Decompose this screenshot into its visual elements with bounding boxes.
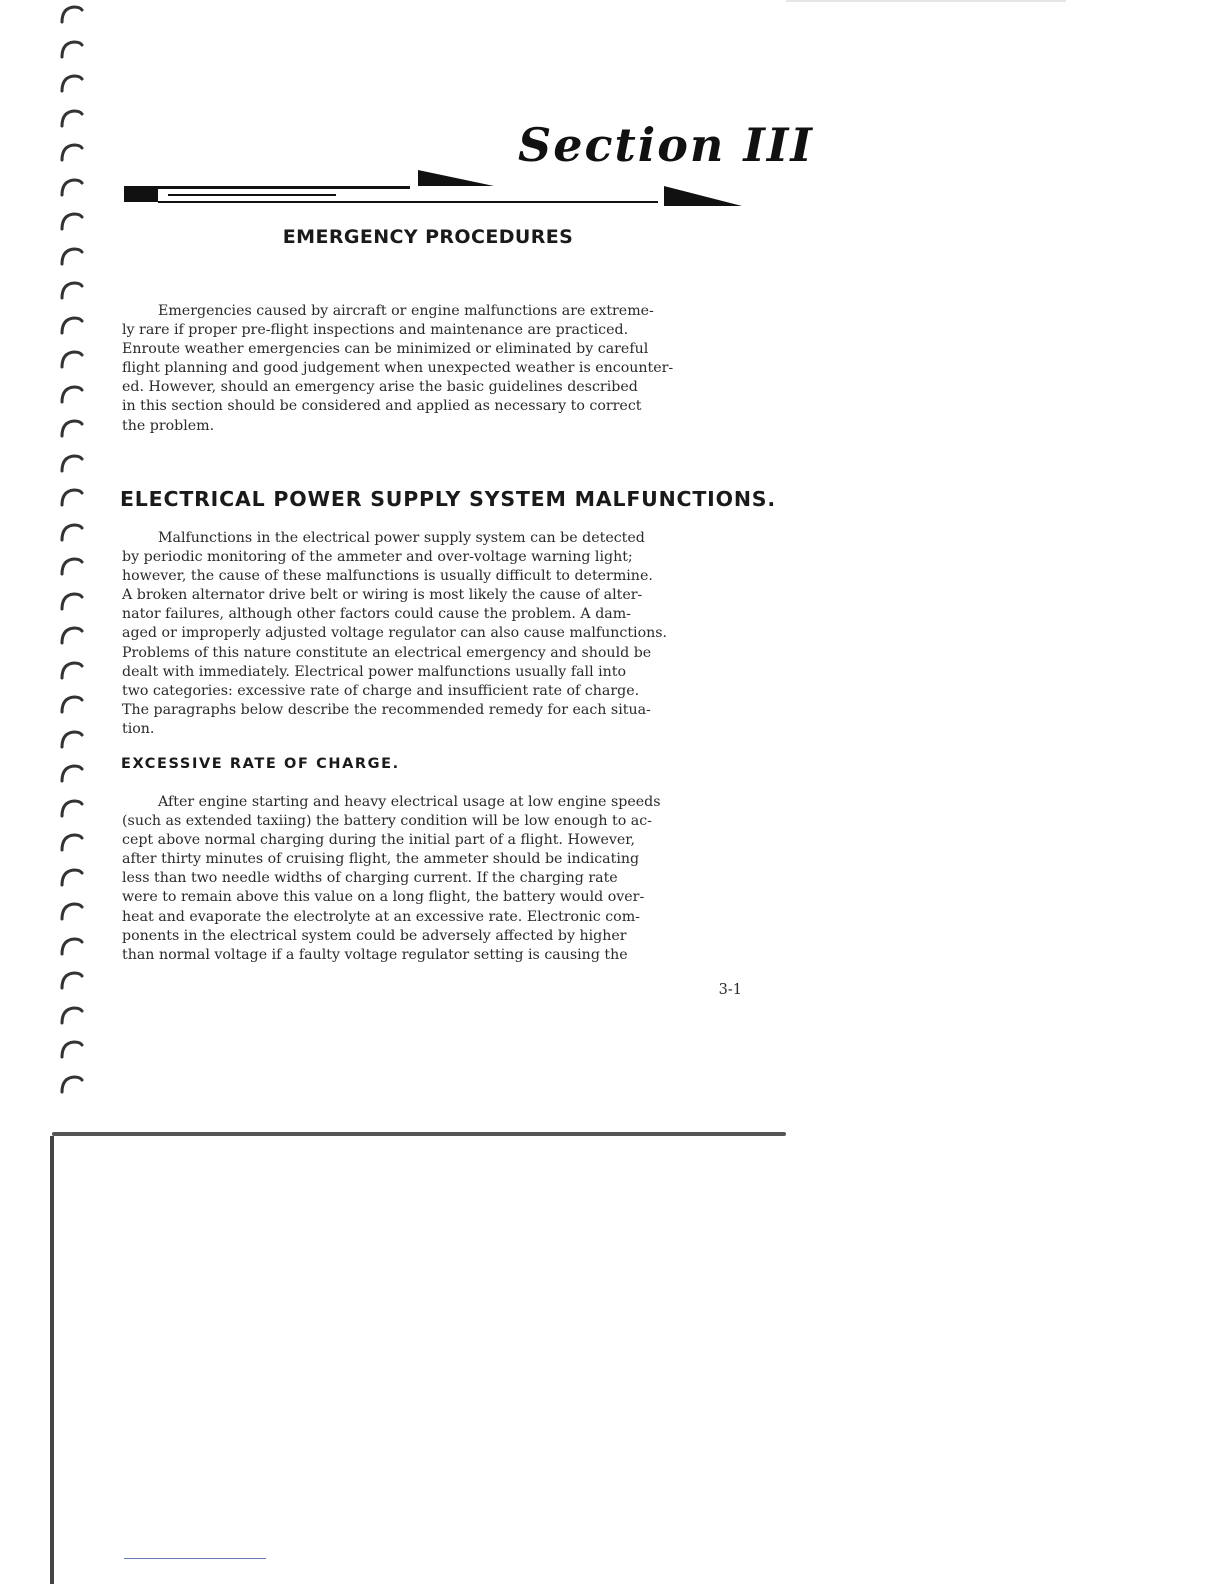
binding-coil — [58, 556, 84, 576]
binding-coil — [58, 1005, 84, 1025]
binding-coil — [58, 349, 84, 369]
text-line: Emergencies caused by aircraft or engine malfunctions are extreme- — [158, 303, 654, 319]
excessive-charge-heading: EXCESSIVE RATE OF CHARGE. — [121, 756, 400, 772]
text-line: were to remain above this value on a long flight, the battery would over- — [122, 889, 645, 906]
binding-coil — [58, 936, 84, 956]
intro-paragraph — [122, 302, 750, 436]
footer-rule — [124, 1558, 266, 1559]
text-line: Enroute weather emergencies can be minimized or eliminated by careful — [122, 341, 649, 358]
text-line: after thirty minutes of cruising flight, the ammeter should be indicating — [122, 851, 640, 868]
text-line: aged or improperly adjusted voltage regulator can also cause malfunctions. — [122, 625, 668, 642]
binding-coil — [58, 246, 84, 266]
text-line: A broken alternator drive belt or wiring is most likely the cause of alter- — [122, 587, 643, 604]
electrical-paragraph — [122, 529, 750, 739]
binding-coil — [58, 625, 84, 645]
text-line: heat and evaporate the electrolyte at an excessive rate. Electronic com- — [122, 908, 640, 925]
text-line: After engine starting and heavy electrical usage at low engine speeds — [158, 794, 661, 810]
binding-coil — [58, 763, 84, 783]
binding-coil — [58, 315, 84, 335]
binding-coil — [58, 832, 84, 852]
page-left-edge — [50, 1136, 54, 1584]
chapter-heading: EMERGENCY PROCEDURES — [282, 226, 574, 248]
binding-coil — [58, 522, 84, 542]
text-line: than normal voltage if a faulty voltage regulator setting is causing the — [122, 946, 628, 963]
text-line: (such as extended taxiing) the battery condition will be low enough to ac- — [122, 813, 652, 830]
text-line: the problem. — [122, 417, 215, 434]
page-number: 3-1 — [718, 982, 742, 998]
binding-coil — [58, 4, 84, 24]
section-header-rule — [122, 166, 742, 210]
text-line: however, the cause of these malfunctions is usually difficult to determine. — [122, 568, 653, 585]
text-line: flight planning and good judgement when unexpected weather is encounter- — [122, 360, 674, 377]
section-title: Section III — [518, 118, 814, 172]
binding-coil — [58, 867, 84, 887]
binding-coil — [58, 487, 84, 507]
binding-coil — [58, 211, 84, 231]
binding-coil — [58, 108, 84, 128]
page-top-edge — [786, 0, 1066, 2]
binding-coil — [58, 418, 84, 438]
binding-coil — [58, 798, 84, 818]
text-line: Malfunctions in the electrical power supply system can be detected — [158, 530, 645, 546]
excessive-charge-paragraph — [122, 793, 750, 965]
binding-coil — [58, 453, 84, 473]
text-line: tion. — [122, 720, 155, 737]
binding-coil — [58, 660, 84, 680]
text-line: ponents in the electrical system could be adversely affected by higher — [122, 927, 627, 944]
binding-coil — [58, 39, 84, 59]
electrical-heading: ELECTRICAL POWER SUPPLY SYSTEM MALFUNCTIONS. — [120, 487, 776, 511]
binding-coil — [58, 591, 84, 611]
text-line: nator failures, although other factors could cause the problem. A dam- — [122, 606, 631, 623]
text-line: Problems of this nature constitute an electrical emergency and should be — [122, 644, 652, 661]
binding-coil — [58, 384, 84, 404]
binding-coil — [58, 1039, 84, 1059]
binding-coil — [58, 970, 84, 990]
binding-coil — [58, 73, 84, 93]
binding-coil — [58, 1074, 84, 1094]
binding-coil — [58, 694, 84, 714]
text-line: cept above normal charging during the initial part of a flight. However, — [122, 832, 636, 849]
text-line: two categories: excessive rate of charge and insufficient rate of charge. — [122, 682, 640, 699]
text-line: ed. However, should an emergency arise the basic guidelines described — [122, 379, 638, 396]
text-line: ly rare if proper pre-flight inspections and maintenance are practiced. — [122, 322, 629, 339]
text-line: The paragraphs below describe the recommended remedy for each situa- — [122, 701, 651, 718]
text-line: by periodic monitoring of the ammeter and over-voltage warning light; — [122, 549, 633, 566]
page-bottom-edge — [52, 1132, 786, 1136]
binding-coil — [58, 142, 84, 162]
binding-coil — [58, 177, 84, 197]
text-line: dealt with immediately. Electrical power malfunctions usually fall into — [122, 663, 627, 680]
text-line: in this section should be considered and applied as necessary to correct — [122, 398, 642, 415]
text-line: less than two needle widths of charging current. If the charging rate — [122, 870, 618, 887]
binding-coil — [58, 729, 84, 749]
binding-coil — [58, 901, 84, 921]
binding-coil — [58, 280, 84, 300]
